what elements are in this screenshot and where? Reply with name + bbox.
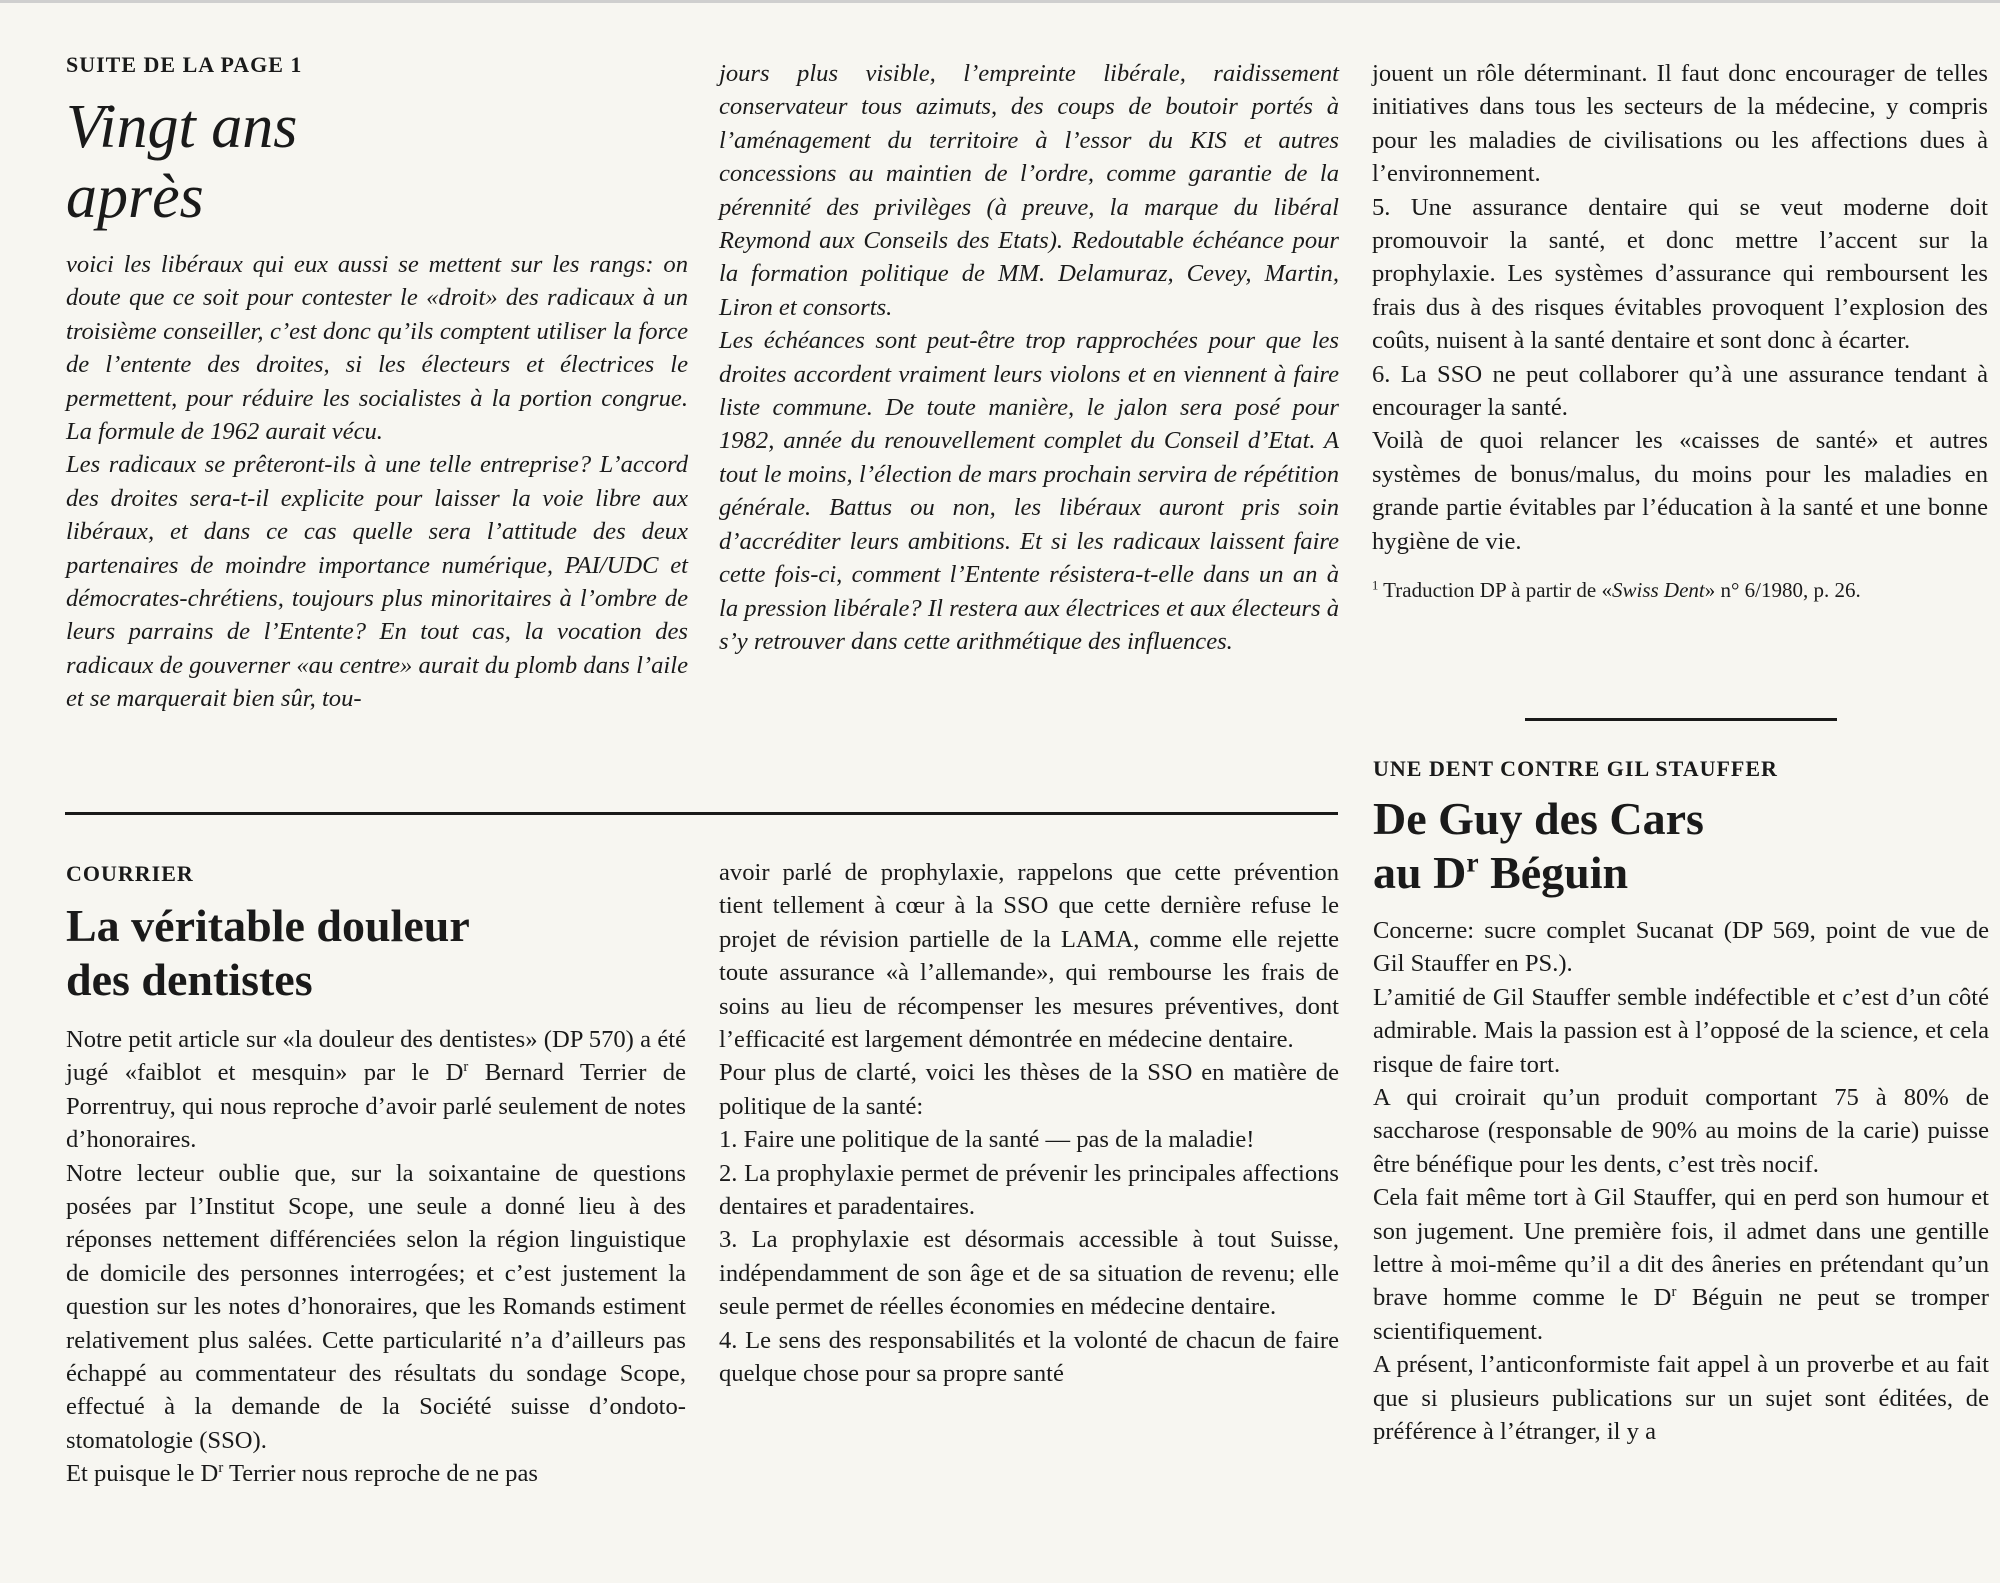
headline-line-1: Vingt ans <box>66 93 298 161</box>
paragraph: Les radicaux se prêteront-ils à une telle entreprise? L’accord des droites sera-t-il explicite pour laisser la voie libre aux libéraux, et dans ce cas quelle sera l’attitude des deux partenaires de moindre importance numérique, PAI/UDC et démocrates-chrétiens, toujours plus minoritaires à l’ombre de leurs parrains de l’Entente? En tout cas, la vocation des radicaux de gouverner «au centre» aurait du plomb dans l’aile et se marquerait bien sûr, tou- <box>66 451 688 713</box>
paragraph: 6. La SSO ne peut collaborer qu’à une assurance tendant à encourager la santé. <box>1372 360 1988 422</box>
paragraph: jouent un rôle déterminant. Il faut donc encourager de telles initiatives dans tous les secteurs de la médecine, y compris pour les maladies de civilisations ou les affections dues à l’environnement. <box>1372 60 1988 188</box>
footnote-mark: 1 <box>1372 578 1379 593</box>
paragraph: Les échéances sont peut-être trop rapprochées pour que les droites accordent vraiment leurs violons et en viennent à faire liste commune. De toute manière, le jalon sera posé pour 1982, année du renouvellement complet du Conseil d’Etat. A tout le moins, l’élection de mars prochain servira de répétition générale. Battus ou non, les libéraux auront pris soin d’accréditer leurs ambitions. Et si les radicaux laissent faire cette fois-ci, comment l’Entente résistera-t-elle dans un an à la pression libérale? Il restera aux électrices et aux électeurs à s’y retrouver dans cette arithmétique des influences. <box>719 327 1339 655</box>
article-vingt-ans-body-1 <box>66 248 688 716</box>
top-edge-line <box>0 0 2000 3</box>
paragraph: Notre lecteur oublie que, sur la soixantaine de questions posées par l’Institut Scope, une seule a donné lieu à des réponses nettement différenciées selon la région linguistique de domicile des personnes interrogées; et c’est justement la question sur les notes d’honoraires, que les Romands estiment relativement plus salées. Cette particularité n’a d’ailleurs pas échappé au commentateur des résultats du sondage Scope, effectué à la demande de la Société suisse d’ondoto-stomatologie (SSO). <box>66 1159 686 1454</box>
headline-vingt-ans <box>66 92 688 232</box>
paragraph: 4. Le sens des responsabilités et la volonté de chacun de faire quelque chose pour sa propre santé <box>719 1326 1339 1388</box>
headline-line-1: La véritable douleur <box>66 900 470 951</box>
article-courrier-col1 <box>66 861 686 1491</box>
section-divider-short <box>1525 718 1837 721</box>
paragraph: Voilà de quoi relancer les «caisses de santé» et autres systèmes de bonus/malus, du moins pour les maladies en grande partie évitables par l’éducation à la santé et une bonne hygiène de vie. <box>1372 427 1988 555</box>
paragraph: 2. La prophylaxie permet de prévenir les principales affections dentaires et paradentaires. <box>719 1159 1339 1221</box>
article-dent-contre-stauffer <box>1373 756 1989 1449</box>
paragraph: Notre petit article sur «la douleur des dentistes» (DP 570) a été jugé «faiblot et mesquin» par le $D^r$ Bernard Terrier de Porrentruy, qui nous reproche d’avoir parlé seulement de notes d’honoraires. <box>66 1026 686 1154</box>
headline-line-2: après <box>66 163 204 231</box>
paragraph: Et puisque le $D^r$ Terrier nous reproche de ne pas <box>66 1460 538 1488</box>
article-vingt-ans-col1 <box>66 52 688 716</box>
paragraph: L’amitié de Gil Stauffer semble indéfectible et c’est d’un côté admirable. Mais la passion est à l’opposé de la science, et cela risque de faire tort. <box>1373 983 1989 1078</box>
paragraph: 3. La prophylaxie est désormais accessible à tout Suisse, indépendamment de son âge et de sa situation de revenu; elle seule permet de réelles économies en médecine dentaire. <box>719 1226 1339 1321</box>
kicker-suite-page: SUITE DE LA PAGE 1 <box>66 52 303 77</box>
article-vingt-ans-col2 <box>719 57 1339 658</box>
paragraph: voici les libéraux qui eux aussi se mettent sur les rangs: on doute que ce soit pour contester le «droit» des radicaux à un troisième conseiller, c’est donc qu’ils comptent utiliser la force de l’entente des droites, si les électeurs et électrices le permettent, pour réduire les socialistes à la portion congrue. La formule de 1962 aurait vécu. <box>66 251 688 446</box>
paragraph: Cela fait même tort à Gil Stauffer, qui en perd son humour et son jugement. Une première fois, il admet dans une gentille lettre à moi-même qu’il a dit des âneries en prétendant qu’un brave homme comme le $D^r$ Béguin ne peut se tromper scientifiquement. <box>1373 1184 1989 1345</box>
article-courrier-col2 <box>719 856 1339 1391</box>
headline-guy-des-cars <box>1373 792 1989 900</box>
footnote-source: Swiss Dent <box>1612 578 1705 603</box>
paragraph: Concerne: sucre complet Sucanat (DP 569, point de vue de Gil Stauffer en PS.). <box>1373 917 1989 978</box>
paragraph: avoir parlé de prophylaxie, rappelons que cette prévention tient tellement à cœur à la SSO que cette dernière refuse le projet de révision partielle de la LAMA, comme elle rejette toute assurance «à l’allemande», qui rembourse les frais de soins au lieu de récompenser les mesures préventives, dont l’efficacité est largement démontrée en médecine dentaire. <box>719 859 1339 1054</box>
sso-theses-continuation <box>1372 57 1988 604</box>
footnote: $^1$ Traduction DP à partir de «Swiss Dent» n° 6/1980, p. 26. <box>1372 578 1861 603</box>
paragraph: 1. Faire une politique de la santé — pas de la maladie! <box>719 1126 1255 1154</box>
kicker-courrier: COURRIER <box>66 861 194 886</box>
article-courrier-body-1 <box>66 1023 686 1491</box>
paragraph: A présent, l’anticonformiste fait appel à un proverbe et au fait que si plusieurs publications sur un sujet sont éditées, de préférence à l’étranger, il y a <box>1373 1351 1989 1446</box>
article-dent-body <box>1373 914 1989 1449</box>
headline-line-2: au $D^r$ Béguin <box>1373 846 1629 898</box>
paragraph: 5. Une assurance dentaire qui se veut moderne doit promouvoir la santé, et donc mettre l’accent sur la prophylaxie. Les systèmes d’assurance qui remboursent les frais dus à des risques évitables provoquent l’explosion des coûts, nuisent à la santé dentaire et sont donc à écarter. <box>1372 193 1988 355</box>
paragraph: Pour plus de clarté, voici les thèses de la SSO en matière de politique de la santé: <box>719 1059 1339 1120</box>
headline-line-2: des dentistes <box>66 954 313 1005</box>
section-divider-long <box>65 812 1338 815</box>
paragraph: A qui croirait qu’un produit comportant 75 à 80% de saccharose (responsable de 90% au moins de la carie) puisse être bénéfique pour les dents, c’est très nocif. <box>1373 1084 1989 1178</box>
headline-line-1: De Guy des Cars <box>1373 793 1704 844</box>
kicker-dent-contre: UNE DENT CONTRE GIL STAUFFER <box>1373 756 1778 781</box>
paragraph: jours plus visible, l’empreinte libérale, raidissement conservateur tous azimuts, des coups de boutoir portés à l’aménagement du territoire à l’essor du KIS et autres concessions au maintien de l’ordre, comme garantie de la pérennité des privilèges (à preuve, la marque du libéral Reymond aux Conseils des Etats). Redoutable échéance pour la formation politique de MM. Delamuraz, Cevey, Martin, Liron et consorts. <box>719 60 1339 321</box>
headline-douleur-dentistes <box>66 899 686 1007</box>
